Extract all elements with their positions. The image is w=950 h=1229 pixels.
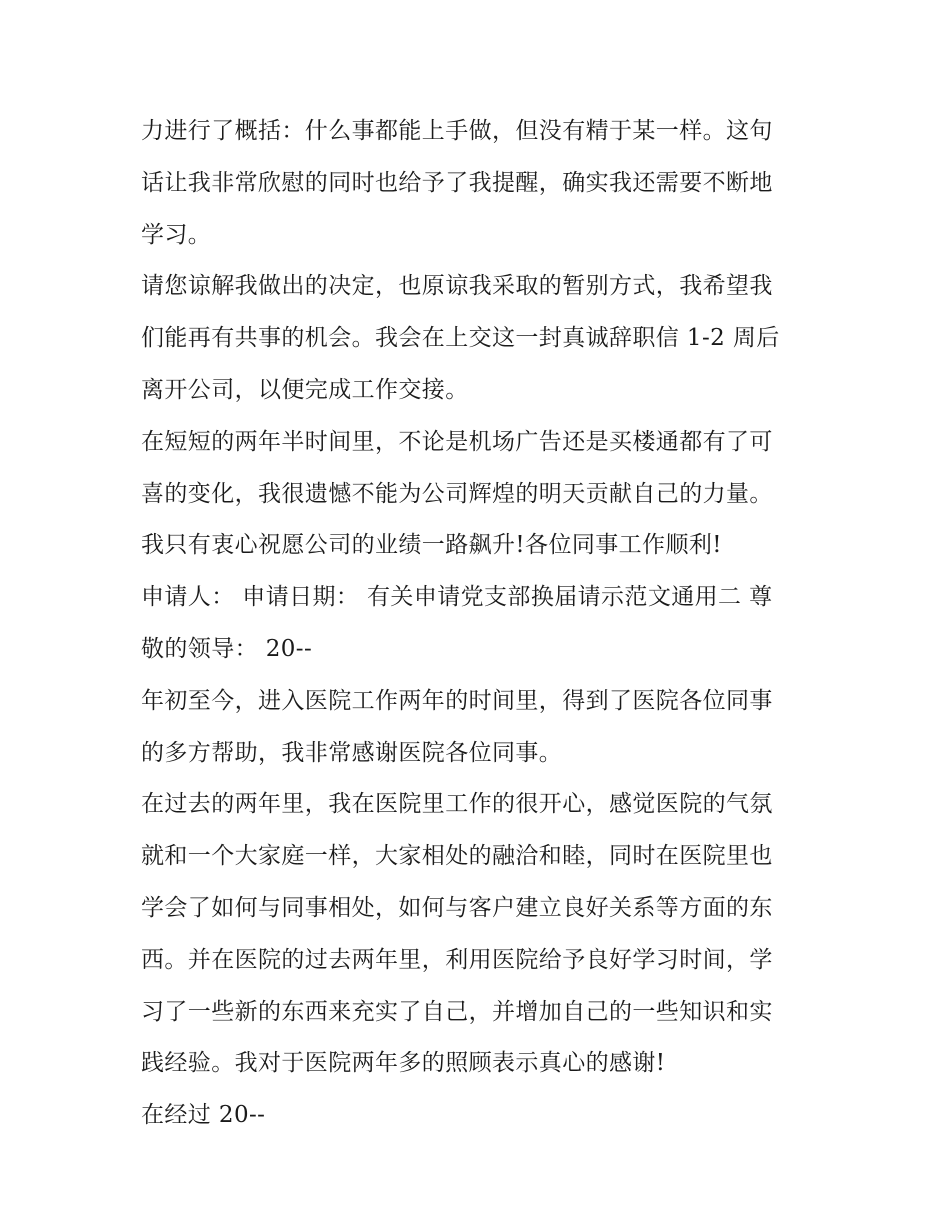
document-page xyxy=(141,106,813,1142)
text-line: 喜的变化，我很遗憾不能为公司辉煌的明天贡献自己的力量。 xyxy=(141,480,773,507)
text-line: 在经过 20-- xyxy=(141,1102,266,1129)
text-line: 的多方帮助，我非常感谢医院各位同事。 xyxy=(141,739,563,766)
text-line: 学习。 xyxy=(141,221,212,248)
text-line: 们能再有共事的机会。我会在上交这一封真诚辞职信 1-2 周后 xyxy=(141,325,780,352)
text-line: 在短短的两年半时间里，不论是机场广告还是买楼通都有了可 xyxy=(141,428,773,455)
text-line: 就和一个大家庭一样，大家相处的融洽和睦，同时在医院里也 xyxy=(141,843,773,870)
text-line: 年初至今，进入医院工作两年的时间里，得到了医院各位同事 xyxy=(141,687,773,714)
text-line: 离开公司，以便完成工作交接。 xyxy=(141,376,469,403)
text-line: 西。并在医院的过去两年里，利用医院给予良好学习时间，学 xyxy=(141,946,773,973)
text-line: 敬的领导： 20-- xyxy=(141,635,313,662)
text-line: 践经验。我对于医院两年多的照顾表示真心的感谢! xyxy=(141,1050,666,1077)
text-line: 习了一些新的东西来充实了自己，并增加自己的一些知识和实 xyxy=(141,998,773,1025)
text-line: 话让我非常欣慰的同时也给予了我提醒，确实我还需要不断地 xyxy=(141,169,773,196)
text-line: 力进行了概括：什么事都能上手做，但没有精于某一样。这句 xyxy=(141,118,773,144)
text-line: 请您谅解我做出的决定，也原谅我采取的暂别方式，我希望我 xyxy=(141,273,773,300)
text-line: 我只有衷心祝愿公司的业绩一路飙升!各位同事工作顺利! xyxy=(141,532,722,559)
text-line: 在过去的两年里，我在医院里工作的很开心，感觉医院的气氛 xyxy=(141,791,773,818)
text-line: 学会了如何与同事相处，如何与客户建立良好关系等方面的东 xyxy=(141,894,773,921)
text-line: 申请人： 申请日期： 有关申请党支部换届请示范文通用二 尊 xyxy=(141,584,773,611)
